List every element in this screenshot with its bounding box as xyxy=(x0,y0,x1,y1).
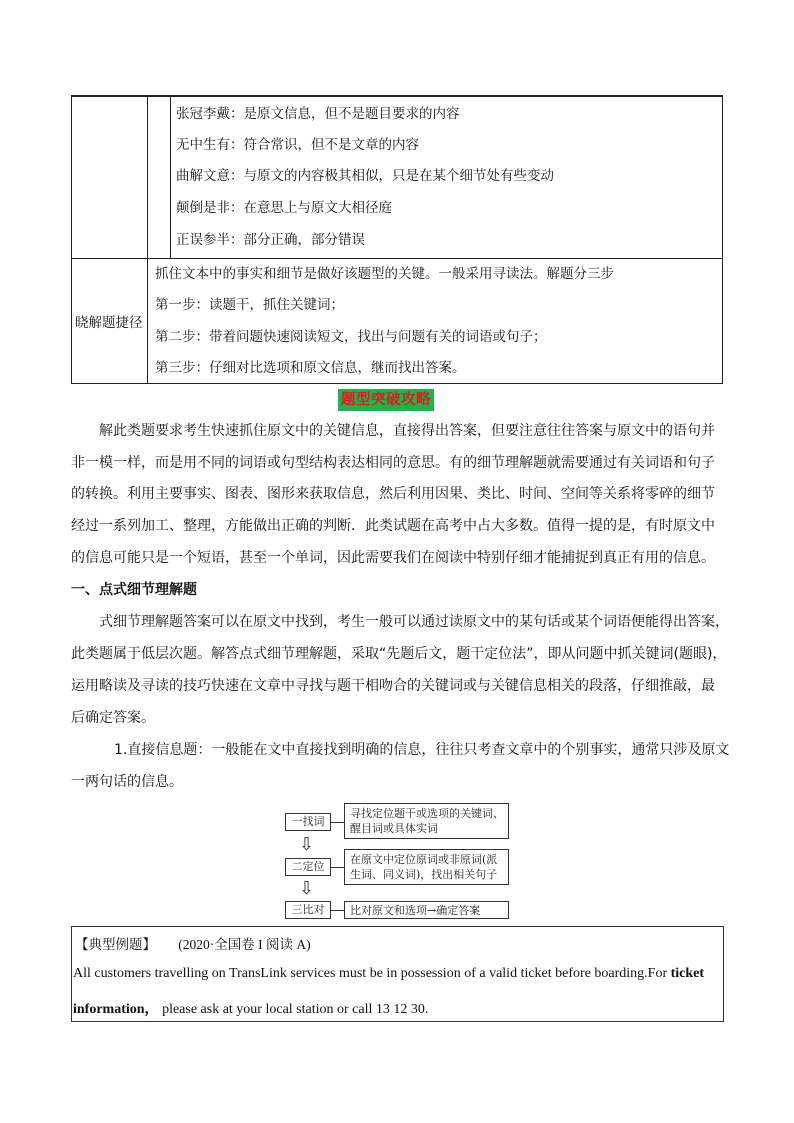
intro-line: 解此类题要求考生快速抓住原文中的关键信息，直接得出答案，但要注意往往答案与原文中的语句并 xyxy=(99,423,715,439)
flow-connector xyxy=(331,822,344,823)
flow-desc-line: 比对原文和选项→确定答案 xyxy=(350,904,481,917)
example-source: (2020·全国卷 I 阅读 A) xyxy=(178,937,311,952)
intro-line: 经过一系列加工、整理，方能做出正确的判断．此类试题在高考中占大多数。值得一提的是，有时原文中 xyxy=(71,518,715,534)
method-label: 晓解题捷径 xyxy=(75,315,143,331)
example-line xyxy=(73,966,724,982)
section-heading: 一、点式细节理解题 xyxy=(71,582,197,598)
point-line: 式细节理解题答案可以在原文中找到，考生一般可以通过读原文中的某句话或某个词语便能得出答案， xyxy=(99,614,729,630)
wrong-option-type: 正误参半：部分正确，部分错误 xyxy=(176,232,365,248)
section-title: 题型突破攻略 xyxy=(338,389,434,411)
flow-step-box: 二定位 xyxy=(285,858,331,876)
method-line: 第一步：读题干，抓住关键词； xyxy=(155,297,344,313)
wrong-option-type: 曲解文意：与原文的内容极其相似，只是在某个细节处有些变动 xyxy=(176,168,554,184)
table-divider xyxy=(147,96,148,384)
flow-desc-line: 醒目词或具体实词 xyxy=(350,822,438,835)
flow-step-box: 一找词 xyxy=(285,813,331,831)
method-line: 第三步：仔细对比选项和原文信息，继而找出答案。 xyxy=(155,360,466,376)
direct-line: 1.直接信息题：一般能在文中直接找到明确的信息，往往只考查文章中的个别事实，通常只涉及原文 xyxy=(114,742,730,758)
example-line xyxy=(73,998,428,1018)
direct-line: 一两句话的信息。 xyxy=(71,774,183,790)
flow-connector xyxy=(331,910,344,911)
point-line: 后确定答案。 xyxy=(71,710,155,726)
example-label: 【典型例题】 xyxy=(75,937,156,953)
flow-desc-line: 寻找定位题干或选项的关键词、 xyxy=(350,807,504,820)
flow-desc-line: 生词、同义词)，找出相关句子 xyxy=(350,868,498,881)
method-line: 第二步：带着问题快速阅读短文，找出与问题有关的词语或句子； xyxy=(155,329,547,345)
example-title xyxy=(75,933,311,953)
wrong-option-type: 无中生有：符合常识，但不是文章的内容 xyxy=(176,137,419,153)
table-divider xyxy=(71,258,723,259)
point-line: 运用略读及寻读的技巧快速在文章中寻找与题干相吻合的关键词或与关键信息相关的段落，仔细推敲，最 xyxy=(71,678,715,694)
intro-line: 的转换。利用主要事实、图表、图形来获取信息，然后利用因果、类比、时间、空间等关系将零碎的细节 xyxy=(71,486,715,502)
method-line: 抓住文本中的事实和细节是做好该题型的关键。一般采用寻读法。解题分三步 xyxy=(155,266,614,282)
flow-desc-box xyxy=(344,803,509,839)
down-arrow-icon: ⇩ xyxy=(299,878,315,899)
example-keyword: ticket xyxy=(670,966,705,981)
down-arrow-icon: ⇩ xyxy=(299,834,315,855)
table-divider xyxy=(170,96,171,258)
flow-desc-line: 在原文中定位原词或非原词(派 xyxy=(350,853,498,866)
wrong-option-type: 颠倒是非：在意思上与原文大相径庭 xyxy=(176,200,392,216)
flow-step-box: 三比对 xyxy=(285,901,331,919)
flow-desc-box xyxy=(344,849,509,885)
point-line: 此类题属于低层次题。解答点式细节理解题，采取“先题后文，题干定位法”，即从问题中抓关键词(题眼)， xyxy=(71,646,727,662)
wrong-option-type: 张冠李戴：是原文信息，但不是题目要求的内容 xyxy=(176,106,460,122)
intro-line: 非一模一样，而是用不同的词语或句型结构表达相同的意思。有的细节理解题就需要通过有关词语和句子 xyxy=(71,455,715,471)
example-text: please ask at your local station or call 13 12 30. xyxy=(158,1002,429,1017)
flow-connector xyxy=(331,867,344,868)
example-keyword: information， xyxy=(73,1002,159,1017)
intro-line: 的信息可能只是一个短语，甚至一个单词，因此需要我们在阅读中特别仔细才能捕捉到真正有用的信息。 xyxy=(71,550,715,566)
example-text: All customers travelling on TransLink services must be in possession of a valid ticket before boarding.For xyxy=(73,966,668,981)
flow-desc-box xyxy=(344,901,509,919)
